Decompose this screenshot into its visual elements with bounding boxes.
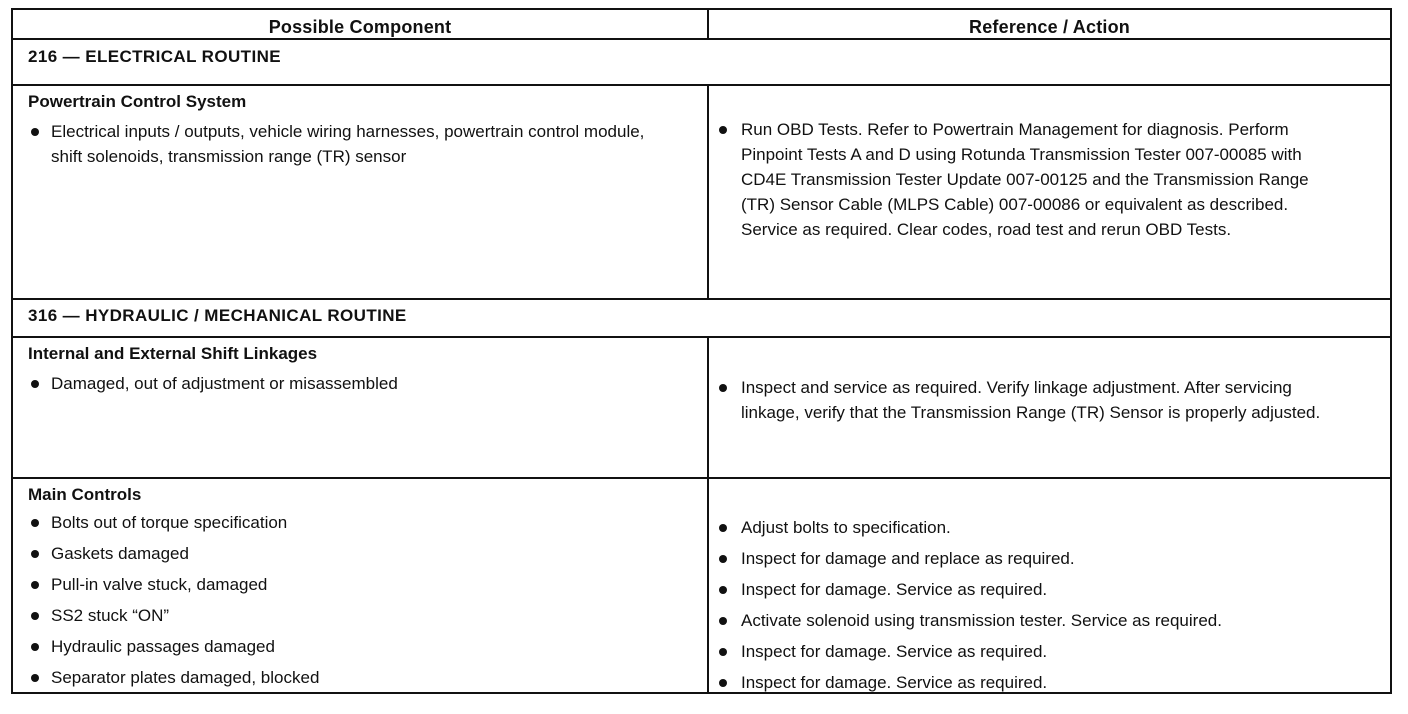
component-cell [13, 338, 709, 477]
list-item: Electrical inputs / outputs, vehicle wiring harnesses, powertrain control module, shift solenoids, transmission range (TR) sensor [13, 119, 671, 169]
component-cell [13, 479, 709, 692]
group-title-shift-linkages: Internal and External Shift Linkages [28, 344, 318, 363]
group-title-main-controls: Main Controls [28, 485, 142, 504]
list-item: Activate solenoid using transmission tester. Service as required. [709, 605, 1390, 636]
section-title-electrical: 216 — ELECTRICAL ROUTINE [28, 47, 281, 66]
list-item: Inspect for damage and replace as required. [709, 543, 1390, 574]
list-item: Hydraulic passages damaged [13, 631, 707, 662]
diagnosis-table [11, 8, 1392, 694]
list-item: Adjust bolts to specification. [709, 512, 1390, 543]
list-item: Inspect and service as required. Verify linkage adjustment. After servicing linkage, verify that the Transmission Range (TR) Sensor is properly adjusted. [709, 375, 1341, 425]
table-row [13, 86, 1390, 300]
action-cell [709, 479, 1390, 692]
list-item: Bolts out of torque specification [13, 507, 707, 538]
action-cell [709, 338, 1390, 477]
component-cell [13, 86, 709, 298]
list-item: Inspect for damage. Service as required. [709, 574, 1390, 605]
table-row [13, 479, 1390, 692]
list-item: SS2 stuck “ON” [13, 600, 707, 631]
table-row [13, 338, 1390, 479]
action-cell [709, 86, 1390, 298]
column-header-possible-component: Possible Component [13, 10, 709, 38]
list-item: Gaskets damaged [13, 538, 707, 569]
list-item: Run OBD Tests. Refer to Powertrain Management for diagnosis. Perform Pinpoint Tests A and D using Rotunda Transmission Tester 007-00085 with CD4E Transmission Tester Update 007-00125 and the Transmission Range (TR) Sensor Cable (MLPS Cable) 007-00086 or equivalent as described. Service as required. Clear codes, road test and rerun OBD Tests. [709, 117, 1341, 242]
section-title-hydraulic: 316 — HYDRAULIC / MECHANICAL ROUTINE [28, 306, 407, 325]
list-item: Inspect for damage. Service as required. [709, 636, 1390, 667]
section-row-hydraulic [13, 300, 1390, 338]
column-header-reference-action: Reference / Action [969, 17, 1130, 37]
list-item: Damaged, out of adjustment or misassembled [13, 371, 707, 396]
list-item: Inspect for damage. Service as required. [709, 667, 1390, 698]
table-header-row [13, 10, 1390, 40]
list-item: Pull-in valve stuck, damaged [13, 569, 707, 600]
group-title-powertrain: Powertrain Control System [28, 92, 247, 111]
list-item: Separator plates damaged, blocked [13, 662, 707, 693]
section-row-electrical [13, 40, 1390, 86]
